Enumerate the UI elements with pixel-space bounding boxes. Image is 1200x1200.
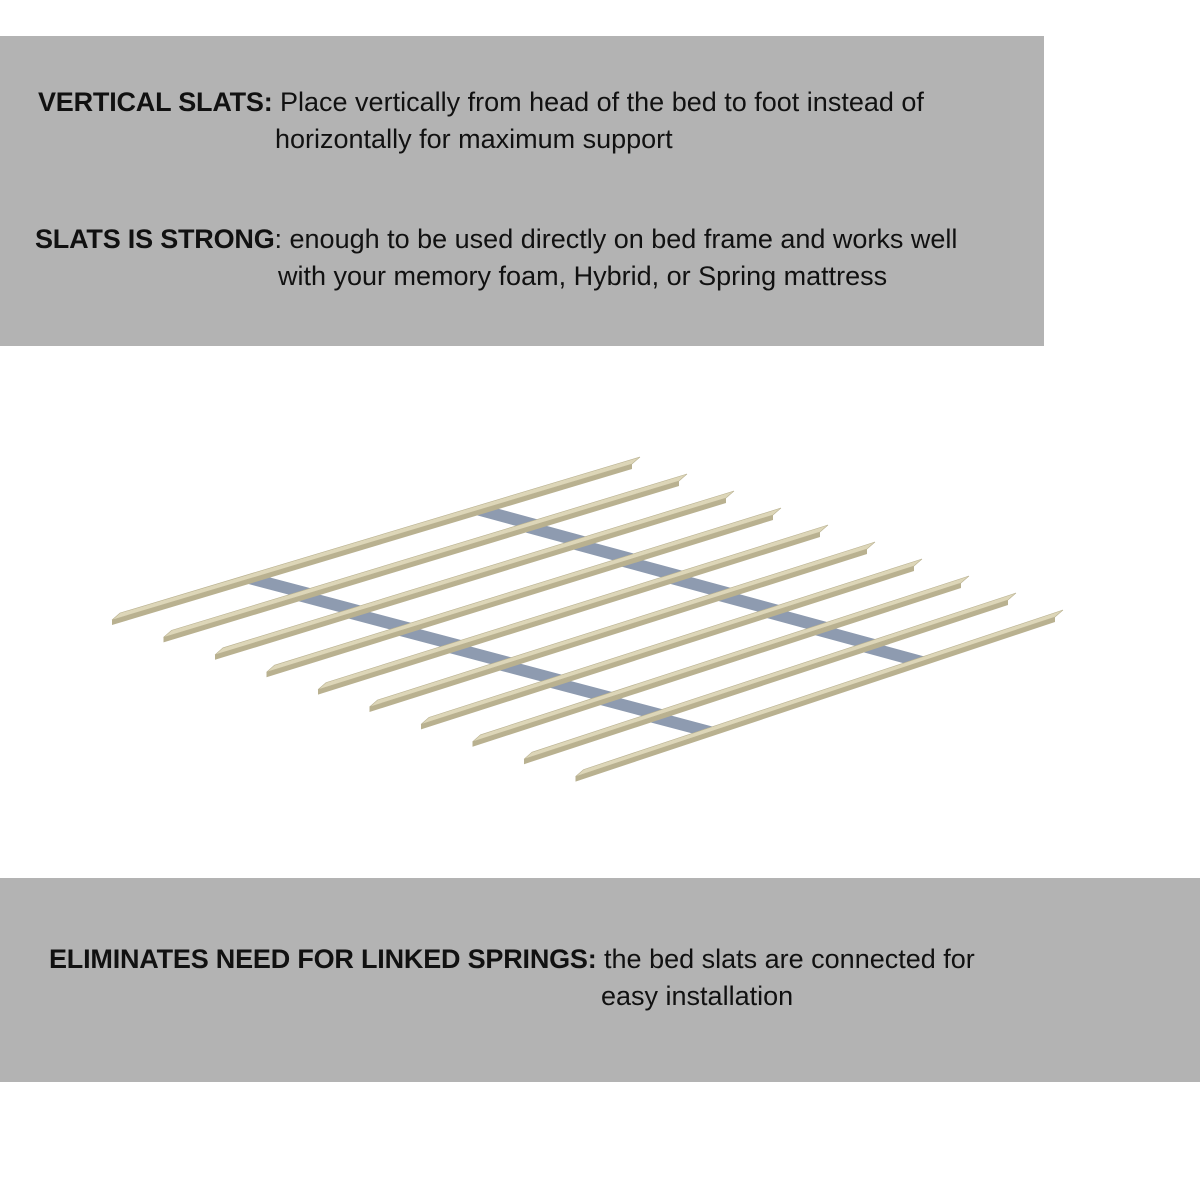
slat-edge [267,515,774,677]
slat-edge [370,549,868,712]
slat-edge [215,498,726,660]
feature-vertical-slats [38,84,924,158]
feature-text-continued: with your memory foam, Hybrid, or Spring mattress [278,261,888,291]
feature-text: Place vertically from head of the bed to foot instead of [272,87,924,117]
feature-label: VERTICAL SLATS: [38,87,273,117]
slat-edge [318,532,820,695]
bed-slat [473,576,970,747]
bed-slat [421,559,922,729]
slat-edge [576,617,1056,782]
bed-slats-product-image [0,346,1200,878]
feature-linked-springs [49,941,975,1015]
slat-edge [473,583,962,747]
feature-text: the bed slats are connected for [596,944,975,974]
feature-text-continued: horizontally for maximum support [275,124,673,154]
slat-edge [524,600,1008,764]
top-info-panel [0,36,1044,346]
feature-text: : enough to be used directly on bed frame and works well [274,224,958,254]
feature-label: SLATS IS STRONG [35,224,275,254]
slat-edge [112,464,632,625]
feature-label: ELIMINATES NEED FOR LINKED SPRINGS: [49,944,597,974]
bed-slats-illustration [0,346,1200,878]
bed-slat [370,542,876,712]
feature-slats-strong [35,221,957,295]
feature-text-continued: easy installation [601,981,794,1011]
slat-edge [164,481,680,642]
slat-edge [421,566,914,729]
